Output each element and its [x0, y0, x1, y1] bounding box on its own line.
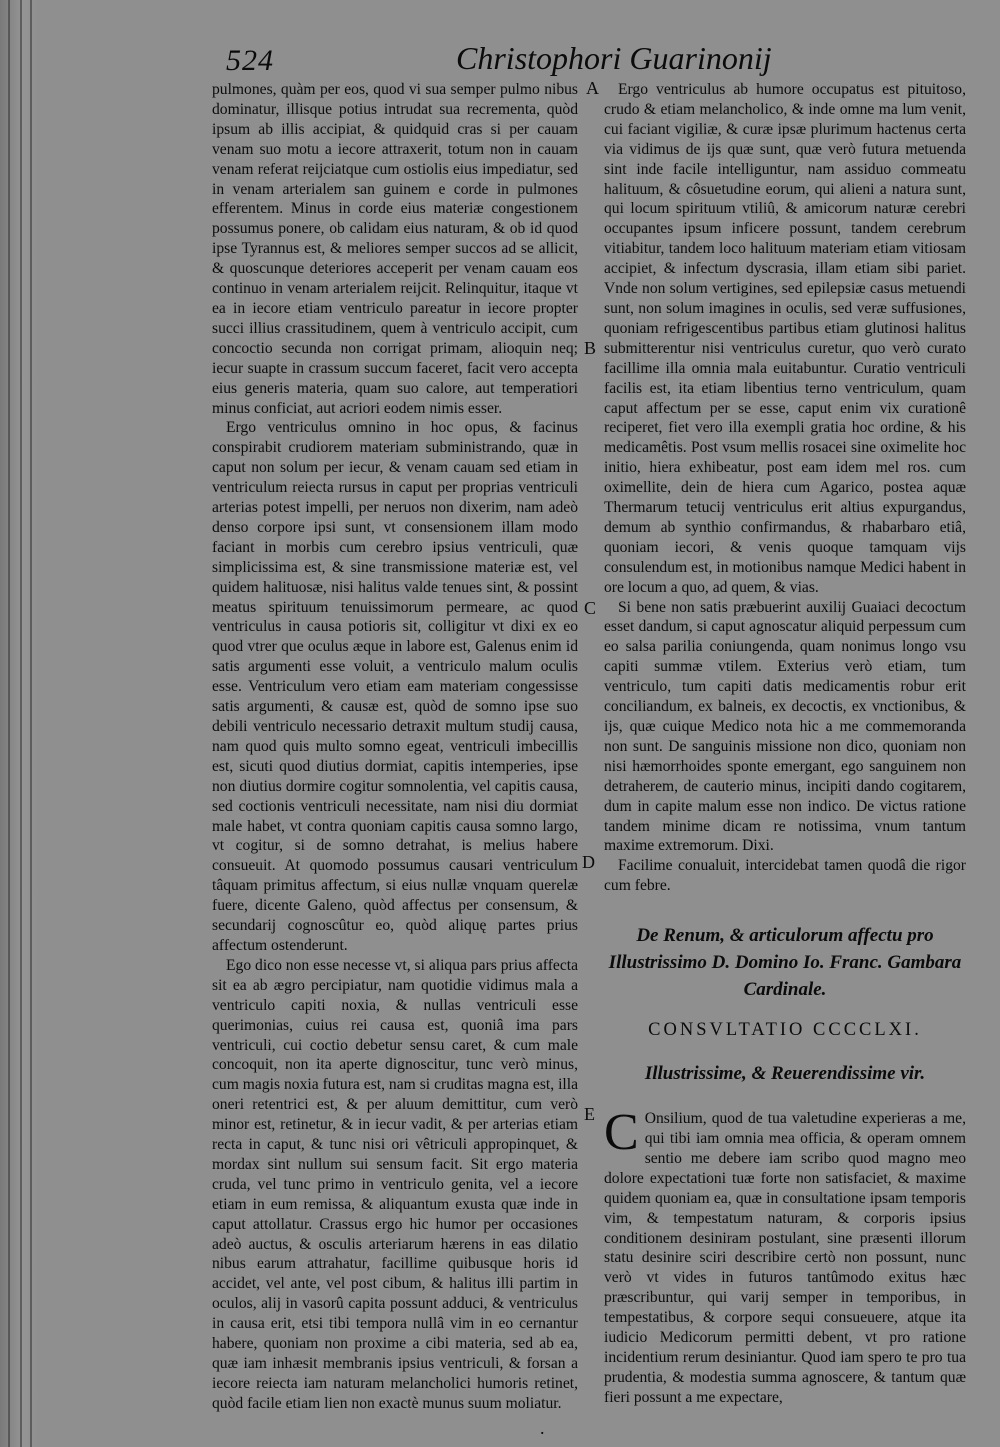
page-number: 524	[226, 44, 274, 77]
consultation-label: CONSVLTATIO CCCCLXI.	[648, 1020, 922, 1041]
paragraph: Si bene non satis præbuerint auxilij Guaiaci decoctum esset dandum, si caput agnoscatur aliquid perpessum cum eo salsa parilia coniungenda, quam nonimus longo vsu capiti summæ vtilem. Exterius verò etiam, tum ventriculo, tum capiti datis medicamentis robur erit conciliandum, ex balneis, ex decoctis, ex vnctionibus, & ijs, quæ cuique Medico nota hic a me commemoranda non sunt. De sanguinis missione non dico, quoniam non nisi hæmorrhoides sponte emergant, ego sanguinem non detraherem, de cauterio minus, incipiti dando cogitarem, dum in capite malum esse non indico. De victus ratione tandem minime dicam re notissima, vnum tantum maxime extremorum. Dixi.	[604, 598, 966, 855]
gutter-line	[30, 0, 32, 1447]
salutation: Illustrissime, & Reuerendissime vir.	[644, 1063, 926, 1085]
bottom-mark: .	[540, 1418, 545, 1438]
running-title: Christophori Guarinonij	[456, 40, 772, 76]
gutter-line	[20, 0, 22, 1447]
final-paragraph	[604, 1104, 966, 1408]
left-column	[212, 80, 578, 1414]
paragraph: Ergo ventriculus ab humore occupatus est pituitoso, crudo & etiam melancholico, & inde omne ma lum venit, cui faciant vigiliæ, & curæ ipsæ plurimum hactenus certa via vidimus de ijs quæ sunt, quæ verò futura metuenda sint inde facile intelliguntur, nam assiduo commeatu halituum, & côsuetudine eorum, qui alieni a natura sunt, qui locum spirituum vtiliû, & amicorum naturæ cerebri occupantes ipsum inficere possunt, tandem cerebrum vitiabitur, tandem loco halituum materiam etiam vitiosam accipiet, & infectum dyscrasia, illam etiam sibi pariet. Vnde non solum vertigines, sed epilepsiæ casus metuendi sunt, non solum imagines in oculis, sed veræ suffusiones, quoniam refrigescentibus partibus etiam glutinosi halitus submitterentur nisi ventriculus curetur, quo verò curato facillime illa omnia mala euitabuntur. Curatio ventriculi facilis est, ita etiam libentius terno ventriculum, quam caput affectum per se esse, caput enim vix curationê reciperet, fiet vero illa exempli gratia hoc ordine, & his medicamêtis. Post vsum mellis rosacei sine oximelite hoc initio, hiera exhibeatur, post eam idem mel ros. cum oximellite, dein de hiera cum Agarico, postea aquæ Thermarum tetucij ventriculus erit altius expurgandus, demum ab synthio confirmandus, & rhabarbaro etiâ, quoniam iecori, & venis quoque tamquam vijs consulendum est, in motionibus namque Medici habent in ore locum a quo, ad quem, & vias.	[604, 81, 966, 596]
right-column	[604, 80, 966, 1408]
drop-cap: C	[604, 1104, 639, 1162]
paragraph: pulmones, quàm per eos, quod vi sua semper pulmo nibus dominatur, illisque potius intrudat sua recrementa, quòd ipsum ab illis accipiat, & quidquid cras si per cauam venam suo motu a iecore attraxerit, totum non in cauam venam referat reijciatque cum ostiolis eius impediatur, sed in venam arterialem san guinem e corde in pulmones efferentem. Minus in corde eius materiæ congestionem possumus ponere, ob calidam eius naturam, & ob id quod ipse Tyrannus est, & meliores semper succos ad se allicit, & quoscunque deteriores acceperit per venam cauam eos continuo in venam arterialem reijcit. Relinquitur, itaque vt ea in iecore etiam ventriculo pareatur in iecore propter succi illius crassitudinem, quem à ventriculo accipit, cum concoctio secunda non corrigat primam, alioquin neq; iecur suapte in crassum succum faceret, facit vero accepta eius generis materia, quam suo calore, aut temperatiori minus conficiat, aut acriori eodem nimis esser.	[212, 81, 578, 417]
gutter-line	[8, 0, 10, 1447]
paragraph: Ergo ventriculus omnino in hoc opus, & facinus conspirabit crudiorem materiam subministrando, quæ in caput non solum per iecur, & venam cauam sed etiam in ventriculum reiecta rursus in caput per proprias ventriculi arterias potest impelli, per neruos non dixerim, nam adeò denso corpore ipsi sunt, vt consensionem illam modo faciant in morbis cum cerebro ipsius ventriculi, quæ simplicissima est, & sine transmissione materiæ est, vel quidem halituosæ, nisi halitus valde tenues sint, & possint meatus spirituum tenuissimorum permeare, ac quod ventriculus in causa potioris sit, colligitur vt dixi ex eo quod vtrer que oculus æque in labore est, Galenus enim id satis argumenti esse voluit, a ventriculo malum oculis esse. Ventriculum vero etiam eam materiam congessisse satis argumenti, & causæ est, quòd de somno ipse suo debili ventriculo necessario detraxit multum studij causa, nam quod quis multo somno egeat, ventriculi imbecillis est, sicuti quod diutius dormiat, capitis intemperies, ipse non diutius dormire cogitur somnolentia, vel capitis causa, sed coctionis ventriculi necessitate, nam nisi diu dormiat male habet, vt contra quoniam capitis causa somno largo, vt cogitur, si de somno detrahat, is melius habere consueuit. At quomodo possumus causari ventriculum tâquam primitus affectum, si eius nullæ vnquam querelæ fuere, dicente Galeno, quòd affectus per consensum, & secundarij cognoscûtur eo, quòd aliquę partes prius affectum ostenderunt.	[212, 419, 578, 954]
paragraph: Facilime conualuit, intercidebat tamen quodâ die rigor cum febre.	[604, 857, 966, 895]
paragraph: Ego dico non esse necesse vt, si aliqua pars prius affecta sit ea ab ægro percipiatur, nam quotidie vidimus mala a ventriculo capiti noxia, & nullas ventriculi esse querimonias, cuius rei causa est, quoniâ ima pars ventriculi, cui coctio debetur sensu caret, & cum male concoquit, non ita aperte dignoscitur, tunc verò minus, cum magis noxia futura est, nam si cruditas magna est, illa oneri retentrici est, & per aluum demittitur, cum verò minor est, retinetur, & in iecur vadit, & per arterias etiam recta in caput, & tunc nisi ori vêtriculi appropinquet, & mordax sint nullum sui sensum facit. Sit ergo materia cruda, vel tunc primo in ventriculo genita, vel a iecore etiam in eum remissa, & aliquantum exusta quæ inde in caput attollatur. Crassus ergo hic humor per occasiones adeò auctus, & osculis arteriarum hærens in eas dilatio nibus earum attrahatur, facillime quibusque horis id accidet, vel ante, vel post cibum, & halitus illi partim in oculos, alij in vasorû capita possunt adduci, & ventriculus in causa erit, etsi tibi tempora nullâ vim in eo cernantur habere, quoniam non proxime a cibi materia, sed ab ea, quæ iam inhæsit membranis ipsius ventriculi, & forsan a iecore reiecta iam naturam melancholici humoris retinet, quòd facile etiam lien non exactè munus suum moliatur.	[212, 956, 578, 1412]
binding-gutter	[0, 0, 38, 1447]
margin-letter-d: D	[582, 852, 595, 872]
final-paragraph-text: Onsilium, quod de tua valetudine experieras a me, qui tibi iam omnia mea officia, & operam omnem sentio me debere iam scribo quod magno meo dolore expectationi tuæ forte non satisfaciet, & maxime quidem quoniam ea, quæ in consultatione ipsam temporis vim, & tempestatum naturam, & corporis ipsius conditionem desiniram postulant, sine præsenti illorum statu desinire sciri describire certò non possunt, nunc verò vt vides in futuros tantûmodo exitus hæc præscribuntur, qui varij semper in temporibus, in tempestatibus, & corpore sequi consueuere, atque ita iudicio Medicorum permitti debent, vt pro ratione incidentium rerum desiniantur. Quod iam spero te pro tua prudentia, & modestia summa agnoscere, & tantum quæ fieri possunt a me expectare,	[604, 1110, 966, 1406]
section-title: De Renum, & articulorum affectu pro Illustrissimo D. Domino Io. Franc. Gambara Cardinale.	[608, 925, 962, 1001]
margin-letter-a: A	[586, 78, 599, 98]
margin-letter-c: C	[584, 598, 597, 618]
margin-letter-b: B	[584, 338, 597, 358]
margin-letter-e: E	[584, 1104, 595, 1124]
